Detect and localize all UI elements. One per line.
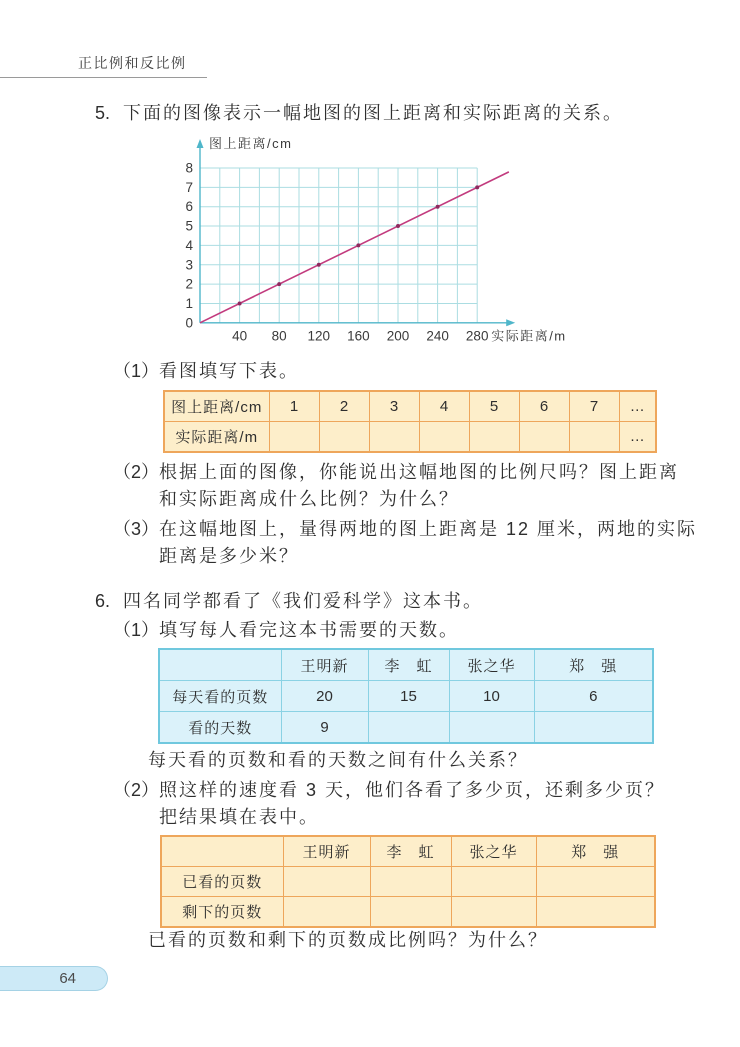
p5-q1-text: 看图填写下表。: [159, 361, 300, 381]
table-cell: 每天看的页数: [159, 681, 281, 712]
y-tick-label: 1: [185, 295, 193, 311]
p6-pages-table: [160, 835, 656, 928]
table-cell-blank: [569, 422, 619, 453]
p6-days-table-pages-row: [159, 681, 653, 712]
p5-q3-line1: 在这幅地图上，量得两地的图上距离是 12 厘米，两地的实际: [159, 519, 698, 539]
table-cell-blank: [451, 897, 536, 928]
x-tick-label: 80: [271, 328, 287, 344]
page-number-pill: [0, 966, 108, 991]
data-point: [436, 205, 440, 209]
x-tick-label: 240: [426, 328, 449, 344]
p5-q2-row: [113, 459, 713, 513]
data-point: [475, 185, 479, 189]
p5-q2-line2: 和实际距离成什么比例？为什么？: [159, 489, 460, 509]
y-tick-label: 8: [185, 160, 193, 176]
p6-days-table: [158, 648, 654, 744]
table-cell-blank: [370, 897, 451, 928]
problem5-heading: [95, 100, 695, 127]
y-tick-label: 5: [185, 218, 193, 234]
table-cell: …: [619, 391, 656, 422]
x-tick-label: 120: [307, 328, 331, 344]
x-tick-label: 280: [465, 328, 489, 344]
p5-q2-text: [159, 459, 679, 513]
table-cell-blank: [370, 867, 451, 897]
table-cell-blank: [369, 422, 419, 453]
chart-svg: [176, 136, 576, 351]
table-cell-blank: [449, 712, 534, 744]
x-axis-arrow-icon: [506, 319, 515, 326]
table-cell: 10: [449, 681, 534, 712]
table-cell-blank: [283, 897, 370, 928]
table-cell: 图上距离/cm: [164, 391, 269, 422]
problem5-text: 下面的图像表示一幅地图的图上距离和实际距离的关系。: [123, 103, 623, 123]
p5-table: [163, 390, 657, 453]
p6-q2-line2: 把结果填在表中。: [159, 807, 320, 827]
p6-q1-text: 填写每人看完这本书需要的天数。: [159, 620, 460, 640]
y-tick-label: 0: [185, 315, 193, 331]
p5-q3-text: [159, 516, 697, 570]
header-rule: [0, 77, 207, 78]
p5-q1-label: （1）: [113, 361, 160, 381]
p6-q2-line1: 照这样的速度看 3 天，他们各看了多少页，还剩多少页？: [159, 780, 666, 800]
p6-days-table-header: [159, 649, 653, 681]
p6-pages-table-left-row: [161, 897, 655, 928]
table-cell-blank: [534, 712, 653, 744]
p6-note1: 每天看的页数和看的天数之间有什么关系？: [148, 750, 528, 770]
section-header: 正比例和反比例: [78, 55, 187, 71]
data-point: [317, 263, 321, 267]
table-cell: 郑 强: [536, 836, 655, 867]
p6-days-table-days-row: [159, 712, 653, 744]
y-tick-label: 7: [185, 179, 193, 195]
p6-pages-table-read-row: [161, 867, 655, 897]
p5-q3-label: （3）: [113, 519, 160, 539]
table-cell: 5: [469, 391, 519, 422]
p6-q2-text: [159, 777, 665, 831]
table-cell: [161, 836, 283, 867]
chart-title: 图上距离/cm: [209, 136, 293, 151]
table-cell-blank: [469, 422, 519, 453]
table-cell: 已看的页数: [161, 867, 283, 897]
p5-q2-line1: 根据上面的图像，你能说出这幅地图的比例尺吗？图上距离: [159, 462, 680, 482]
table-cell: 9: [281, 712, 368, 744]
table-cell: 6: [534, 681, 653, 712]
table-cell-blank: [319, 422, 369, 453]
table-cell: …: [619, 422, 656, 453]
table-cell-blank: [536, 897, 655, 928]
table-cell: 6: [519, 391, 569, 422]
data-line: [200, 172, 509, 323]
table-cell: [159, 649, 281, 681]
p5-q2-label: （2）: [113, 462, 160, 482]
y-tick-label: 2: [185, 276, 193, 292]
p5-q3-line2: 距离是多少米？: [159, 546, 300, 566]
data-point: [277, 282, 281, 286]
x-axis-label: 实际距离/m: [491, 328, 567, 344]
table-cell-blank: [368, 712, 449, 744]
table-cell-blank: [536, 867, 655, 897]
table-cell: 20: [281, 681, 368, 712]
x-tick-label: 200: [386, 328, 410, 344]
y-axis-arrow-icon: [197, 139, 204, 148]
p6-q1-label: （1）: [113, 620, 160, 640]
data-point: [238, 301, 242, 305]
table-cell: 李 虹: [370, 836, 451, 867]
table-cell-blank: [269, 422, 319, 453]
p5-q3-row: [113, 516, 713, 570]
table-cell: 张之华: [449, 649, 534, 681]
table-cell: 剩下的页数: [161, 897, 283, 928]
table-cell-blank: [283, 867, 370, 897]
p5-table-row-map-distance: [164, 391, 656, 422]
y-tick-label: 4: [185, 237, 193, 253]
data-point: [356, 243, 360, 247]
table-cell: 4: [419, 391, 469, 422]
table-cell: 李 虹: [368, 649, 449, 681]
table-cell-blank: [419, 422, 469, 453]
table-cell-blank: [451, 867, 536, 897]
problem6-number: 6.: [95, 591, 111, 611]
page-number: 64: [59, 970, 76, 987]
p5-q1-row: [113, 358, 693, 385]
table-cell: 王明新: [283, 836, 370, 867]
table-cell: 张之华: [451, 836, 536, 867]
p6-q2-row: [113, 777, 713, 831]
problem6-text: 四名同学都看了《我们爱科学》这本书。: [123, 591, 483, 611]
table-cell: 7: [569, 391, 619, 422]
table-cell: 实际距离/m: [164, 422, 269, 453]
problem6-heading: [95, 588, 695, 615]
data-point: [396, 224, 400, 228]
p6-note2: 已看的页数和剩下的页数成比例吗？为什么？: [148, 930, 548, 950]
y-tick-label: 6: [185, 199, 193, 215]
table-cell: 看的天数: [159, 712, 281, 744]
table-cell: 1: [269, 391, 319, 422]
table-cell-blank: [519, 422, 569, 453]
table-cell: 15: [368, 681, 449, 712]
problem5-number: 5.: [95, 103, 111, 123]
x-tick-label: 40: [232, 328, 248, 344]
table-cell: 3: [369, 391, 419, 422]
p6-q1-row: [113, 617, 693, 644]
p6-q2-label: （2）: [113, 780, 160, 800]
table-cell: 2: [319, 391, 369, 422]
map-distance-chart: [176, 136, 576, 351]
y-tick-label: 3: [185, 257, 193, 273]
p5-table-row-actual-distance: [164, 422, 656, 453]
x-tick-label: 160: [347, 328, 370, 344]
table-cell: 王明新: [281, 649, 368, 681]
p6-pages-table-header: [161, 836, 655, 867]
table-cell: 郑 强: [534, 649, 653, 681]
